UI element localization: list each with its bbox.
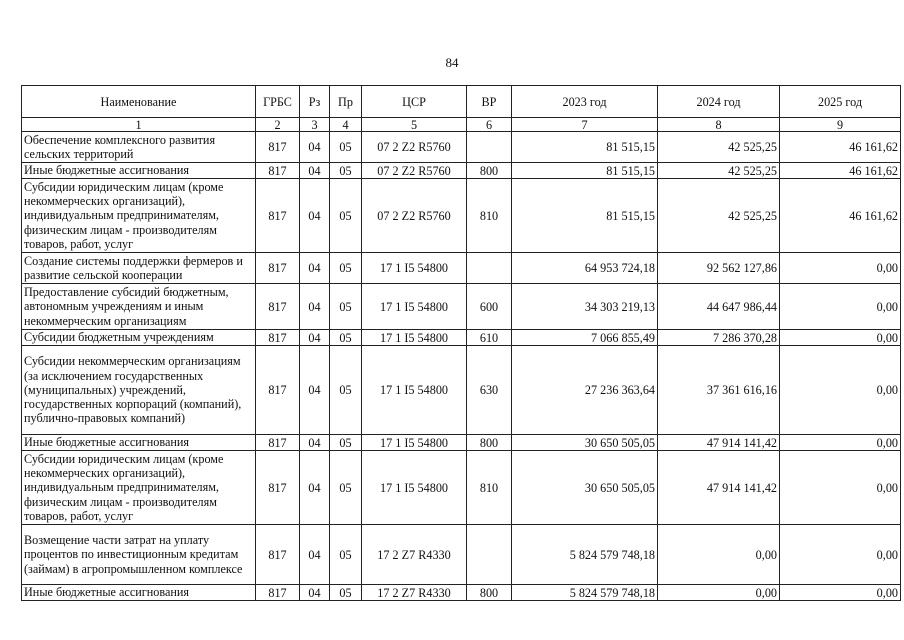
row-name: Иные бюджетные ассигнования (22, 585, 256, 601)
row-vr: 810 (467, 451, 512, 525)
row-pr: 05 (330, 132, 362, 163)
table-row (22, 132, 901, 163)
row-rz: 04 (300, 284, 330, 330)
row-amount-2023: 81 515,15 (512, 163, 658, 179)
row-amount-2025: 0,00 (780, 346, 901, 435)
row-pr: 05 (330, 435, 362, 451)
column-number: 7 (512, 118, 658, 132)
row-pr: 05 (330, 451, 362, 525)
table-row (22, 435, 901, 451)
row-name: Предоставление субсидий бюджетным, автономным учреждениям и иным некоммерческим организациям (22, 284, 256, 330)
row-grbs: 817 (256, 525, 300, 585)
table-row (22, 525, 901, 585)
row-name: Субсидии юридическим лицам (кроме некоммерческих организаций), индивидуальным предпринимателям, физическим лицам - производителям товаров, работ, услуг (22, 179, 256, 253)
table-row (22, 179, 901, 253)
row-rz: 04 (300, 330, 330, 346)
row-amount-2025: 0,00 (780, 330, 901, 346)
row-amount-2023: 34 303 219,13 (512, 284, 658, 330)
table-row (22, 330, 901, 346)
row-pr: 05 (330, 346, 362, 435)
row-amount-2025: 0,00 (780, 435, 901, 451)
row-amount-2024: 92 562 127,86 (658, 253, 780, 284)
row-pr: 05 (330, 253, 362, 284)
row-name: Субсидии бюджетным учреждениям (22, 330, 256, 346)
row-amount-2024: 47 914 141,42 (658, 435, 780, 451)
row-vr (467, 132, 512, 163)
row-name: Обеспечение комплексного развития сельских территорий (22, 132, 256, 163)
row-vr: 600 (467, 284, 512, 330)
row-csr: 17 1 I5 54800 (362, 451, 467, 525)
row-csr: 17 1 I5 54800 (362, 330, 467, 346)
row-csr: 07 2 Z2 R5760 (362, 163, 467, 179)
header-name: Наименование (22, 86, 256, 118)
row-amount-2025: 46 161,62 (780, 132, 901, 163)
row-amount-2023: 64 953 724,18 (512, 253, 658, 284)
row-grbs: 817 (256, 451, 300, 525)
row-amount-2024: 0,00 (658, 525, 780, 585)
row-rz: 04 (300, 179, 330, 253)
row-amount-2024: 0,00 (658, 585, 780, 601)
row-amount-2025: 0,00 (780, 451, 901, 525)
row-csr: 07 2 Z2 R5760 (362, 132, 467, 163)
row-amount-2024: 37 361 616,16 (658, 346, 780, 435)
row-grbs: 817 (256, 284, 300, 330)
row-rz: 04 (300, 253, 330, 284)
row-amount-2023: 81 515,15 (512, 179, 658, 253)
column-number-row (22, 118, 901, 132)
row-pr: 05 (330, 179, 362, 253)
column-number: 9 (780, 118, 901, 132)
header-csr: ЦСР (362, 86, 467, 118)
row-rz: 04 (300, 435, 330, 451)
row-csr: 17 1 I5 54800 (362, 435, 467, 451)
row-grbs: 817 (256, 163, 300, 179)
column-number: 3 (300, 118, 330, 132)
header-2025: 2025 год (780, 86, 901, 118)
row-amount-2025: 0,00 (780, 585, 901, 601)
row-vr: 800 (467, 585, 512, 601)
row-vr: 800 (467, 435, 512, 451)
row-csr: 17 1 I5 54800 (362, 284, 467, 330)
column-number: 2 (256, 118, 300, 132)
row-pr: 05 (330, 284, 362, 330)
row-name: Субсидии некоммерческим организациям (за исключением государственных (муниципальных) учреждений, государственных корпораций (компаний), публично-правовых компаний) (22, 346, 256, 435)
row-csr: 17 1 I5 54800 (362, 346, 467, 435)
row-pr: 05 (330, 585, 362, 601)
row-amount-2024: 44 647 986,44 (658, 284, 780, 330)
row-amount-2025: 0,00 (780, 525, 901, 585)
row-pr: 05 (330, 525, 362, 585)
row-pr: 05 (330, 163, 362, 179)
row-rz: 04 (300, 525, 330, 585)
row-vr: 800 (467, 163, 512, 179)
header-2024: 2024 год (658, 86, 780, 118)
header-grbs: ГРБС (256, 86, 300, 118)
row-csr: 17 2 Z7 R4330 (362, 525, 467, 585)
column-number: 6 (467, 118, 512, 132)
row-grbs: 817 (256, 179, 300, 253)
table-row (22, 346, 901, 435)
row-vr: 610 (467, 330, 512, 346)
header-pr: Пр (330, 86, 362, 118)
row-amount-2023: 30 650 505,05 (512, 435, 658, 451)
row-amount-2023: 7 066 855,49 (512, 330, 658, 346)
row-name: Возмещение части затрат на уплату процентов по инвестиционным кредитам (займам) в агропромышленном комплексе (22, 525, 256, 585)
row-rz: 04 (300, 346, 330, 435)
table-row (22, 163, 901, 179)
column-number: 1 (22, 118, 256, 132)
row-amount-2023: 27 236 363,64 (512, 346, 658, 435)
row-amount-2024: 7 286 370,28 (658, 330, 780, 346)
table-row (22, 451, 901, 525)
row-amount-2024: 47 914 141,42 (658, 451, 780, 525)
row-grbs: 817 (256, 330, 300, 346)
row-csr: 17 2 Z7 R4330 (362, 585, 467, 601)
row-rz: 04 (300, 163, 330, 179)
row-amount-2023: 30 650 505,05 (512, 451, 658, 525)
row-name: Иные бюджетные ассигнования (22, 435, 256, 451)
row-amount-2023: 81 515,15 (512, 132, 658, 163)
column-number: 5 (362, 118, 467, 132)
row-rz: 04 (300, 451, 330, 525)
row-csr: 17 1 I5 54800 (362, 253, 467, 284)
page-number: 84 (445, 55, 459, 70)
column-number: 8 (658, 118, 780, 132)
row-grbs: 817 (256, 253, 300, 284)
header-2023: 2023 год (512, 86, 658, 118)
row-grbs: 817 (256, 435, 300, 451)
row-amount-2025: 0,00 (780, 253, 901, 284)
row-vr: 810 (467, 179, 512, 253)
budget-table (21, 85, 901, 601)
row-vr: 630 (467, 346, 512, 435)
row-amount-2024: 42 525,25 (658, 132, 780, 163)
row-csr: 07 2 Z2 R5760 (362, 179, 467, 253)
header-row (22, 86, 901, 118)
row-amount-2025: 0,00 (780, 284, 901, 330)
column-number: 4 (330, 118, 362, 132)
header-vr: ВР (467, 86, 512, 118)
row-name: Создание системы поддержки фермеров и развитие сельской кооперации (22, 253, 256, 284)
row-grbs: 817 (256, 132, 300, 163)
row-vr (467, 253, 512, 284)
row-vr (467, 525, 512, 585)
table-row (22, 585, 901, 601)
table-row (22, 253, 901, 284)
row-amount-2024: 42 525,25 (658, 179, 780, 253)
row-amount-2024: 42 525,25 (658, 163, 780, 179)
row-name: Иные бюджетные ассигнования (22, 163, 256, 179)
row-grbs: 817 (256, 585, 300, 601)
row-amount-2025: 46 161,62 (780, 163, 901, 179)
row-amount-2023: 5 824 579 748,18 (512, 585, 658, 601)
table-row (22, 284, 901, 330)
row-name: Субсидии юридическим лицам (кроме некоммерческих организаций), индивидуальным предпринимателям, физическим лицам - производителям товаров, работ, услуг (22, 451, 256, 525)
row-rz: 04 (300, 132, 330, 163)
row-amount-2025: 46 161,62 (780, 179, 901, 253)
header-rz: Рз (300, 86, 330, 118)
row-amount-2023: 5 824 579 748,18 (512, 525, 658, 585)
row-pr: 05 (330, 330, 362, 346)
row-rz: 04 (300, 585, 330, 601)
row-grbs: 817 (256, 346, 300, 435)
